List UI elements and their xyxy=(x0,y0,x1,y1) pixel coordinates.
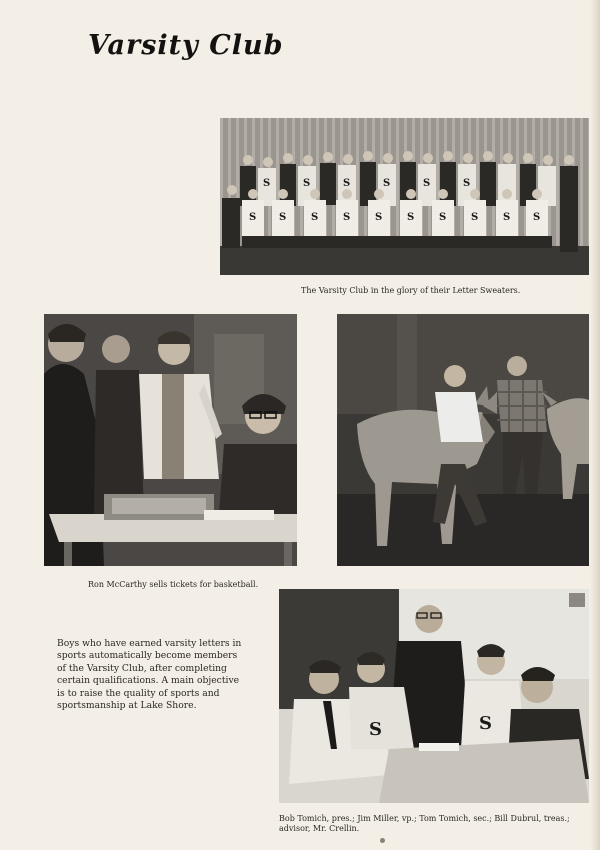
svg-text:S: S xyxy=(343,178,351,189)
svg-text:S: S xyxy=(533,212,541,223)
group-photo xyxy=(220,118,589,275)
ticket-sales-photo-icon xyxy=(44,314,297,566)
officers-photo xyxy=(279,589,589,803)
svg-text:S: S xyxy=(279,212,287,223)
svg-text:S: S xyxy=(303,178,311,189)
tickets-photo xyxy=(44,314,297,566)
donkey-photo xyxy=(337,314,589,566)
page-footer-dot xyxy=(380,838,385,843)
donkey-basketball-photo-icon xyxy=(337,314,589,566)
svg-text:S: S xyxy=(503,212,511,223)
svg-text:S: S xyxy=(311,212,319,223)
svg-text:S: S xyxy=(471,212,479,223)
officers-photo-caption: Bob Tomich, pres.; Jim Miller, vp.; Tom Tomich, sec.; Bill Dubrul, treas.; advisor, Mr. Crellin. xyxy=(279,814,570,833)
svg-text:S: S xyxy=(343,212,351,223)
svg-text:S: S xyxy=(375,212,383,223)
page-title: Varsity Club xyxy=(88,30,284,61)
tickets-photo-caption: Ron McCarthy sells tickets for basketball. xyxy=(88,580,259,589)
svg-text:S: S xyxy=(249,212,257,223)
svg-text:S: S xyxy=(479,713,492,734)
svg-text:S: S xyxy=(463,178,471,189)
group-photo-icon xyxy=(220,118,589,275)
svg-text:S: S xyxy=(423,178,431,189)
page-edge-shadow xyxy=(590,0,600,850)
svg-text:S: S xyxy=(439,212,447,223)
svg-text:S: S xyxy=(263,178,271,189)
group-photo-caption: The Varsity Club in the glory of their Letter Sweaters. xyxy=(301,286,521,295)
svg-text:S: S xyxy=(407,212,415,223)
svg-text:S: S xyxy=(369,719,382,740)
club-description: Boys who have earned varsity letters in sports automatically become members of the Varsity Club, after completing certain qualifications. A main objective is to raise the quality of sports and sportsmanship at Lake Shore. xyxy=(57,638,242,712)
svg-text:S: S xyxy=(383,178,391,189)
officers-meeting-photo-icon xyxy=(279,589,589,803)
